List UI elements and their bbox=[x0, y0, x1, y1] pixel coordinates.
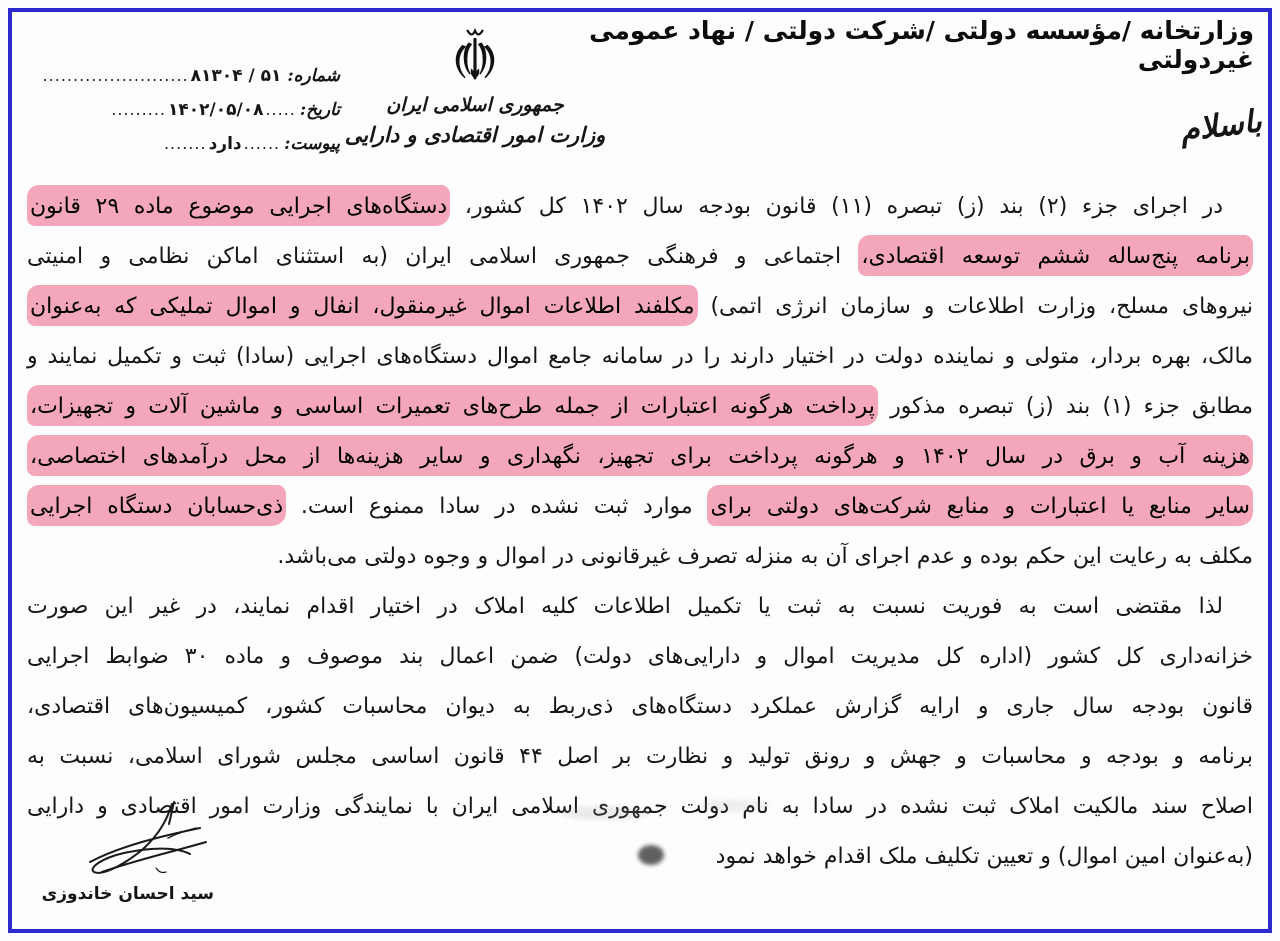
highlighted-text: ذی‌حسابان دستگاه اجرایی bbox=[27, 485, 286, 526]
meta-label: تاریخ: bbox=[299, 100, 340, 120]
body-line bbox=[27, 582, 1253, 632]
highlighted-text: سایر منابع یا اعتبارات و منابع شرکت‌های دولتی برای bbox=[707, 485, 1253, 526]
meta-leader-dots: ....... bbox=[163, 134, 207, 153]
meta-leader-dots: ..... bbox=[265, 100, 296, 119]
letterhead-emblem-block bbox=[330, 26, 620, 152]
country-name: جمهوری اسلامی ایران bbox=[386, 94, 564, 116]
body-text bbox=[27, 182, 1253, 882]
body-text-segment: مکلف به رعایت این حکم بوده و عدم اجرای آن به منزله تصرف غیرقانونی در اموال و وجوه دولتی می‌باشد. bbox=[277, 544, 1253, 569]
body-text-segment: (به‌عنوان امین اموال) و تعیین تکلیف ملک اقدام خواهد نمود bbox=[715, 844, 1253, 869]
ink-smudge bbox=[638, 845, 664, 865]
body-line bbox=[27, 632, 1253, 682]
meta-value: دارد bbox=[208, 134, 242, 154]
body-line bbox=[27, 232, 1253, 282]
stamp-smudge bbox=[560, 806, 650, 820]
body-line bbox=[27, 332, 1253, 382]
salutation-script: باسلام bbox=[1178, 103, 1264, 149]
highlighted-text: مکلفند اطلاعات اموال غیرمنقول، انفال و اموال تملیکی که به‌عنوان bbox=[27, 285, 698, 326]
body-text-segment: اجتماعی و فرهنگی جمهوری اسلامی ایران (به استثنای اماکن نظامی و امنیتی bbox=[27, 244, 859, 269]
highlighted-text: هزینه آب و برق در سال ۱۴۰۲ و هرگونه پرداخت برای تجهیز، نگهداری و سایر هزینه‌ها از محل درآمدهای اختصاصی، bbox=[27, 435, 1253, 476]
body-line bbox=[27, 732, 1253, 782]
stamp-smudge bbox=[700, 800, 770, 812]
iran-emblem-icon bbox=[444, 26, 506, 90]
body-line bbox=[27, 282, 1253, 332]
ministry-name: وزارت امور اقتصادی و دارایی bbox=[344, 122, 606, 147]
meta-label: پیوست: bbox=[284, 134, 340, 154]
body-text-segment: خزانه‌داری کل کشور (اداره کل مدیریت اموال و دارایی‌های دولت) ضمن اعمال بند موصوف و ماده ۳۰ ضوابط اجرایی bbox=[27, 644, 1253, 669]
meta-leader-dots: ......... bbox=[111, 100, 167, 119]
body-text-segment: موارد ثبت نشده در سادا ممنوع است. bbox=[286, 494, 708, 519]
entity-classification-line: وزارتخانه /مؤسسه دولتی /شرکت دولتی / نهاد عمومی غیردولتی bbox=[589, 16, 1254, 74]
signatory-name: سید احسان خاندوزی bbox=[41, 884, 214, 904]
meta-row bbox=[30, 134, 340, 168]
body-text-segment: لذا مقتضی است به فوریت نسبت به ثبت یا تکمیل اطلاعات کلیه املاک در اختیار اقدام نمایند، در غیر این صورت bbox=[27, 594, 1223, 619]
signature-icon bbox=[72, 798, 242, 890]
meta-value: ۱۴۰۲/۰۵/۰۸ bbox=[168, 100, 264, 120]
body-text-segment: اصلاح سند مالکیت املاک ثبت نشده در سادا به نام دولت جمهوری اسلامی ایران با نمایندگی وزارت امور اقتصادی و دارایی bbox=[27, 794, 1253, 819]
body-line bbox=[27, 382, 1253, 432]
body-line bbox=[27, 532, 1253, 582]
body-text-segment: قانون بودجه سال جاری و ارایه گزارش عملکرد دستگاه‌های ذی‌ربط به دیوان محاسبات کشور، کمیسیون‌های اقتصادی، bbox=[27, 694, 1253, 719]
body-line bbox=[27, 682, 1253, 732]
meta-label: شماره: bbox=[287, 66, 340, 86]
meta-leader-dots: ........................ bbox=[42, 66, 189, 85]
body-line bbox=[27, 432, 1253, 482]
body-text-segment: نیروهای مسلح، وزارت اطلاعات و سازمان انرژی اتمی) bbox=[697, 294, 1253, 319]
signature-block bbox=[22, 798, 242, 904]
highlighted-text: پرداخت هرگونه اعتبارات از جمله طرح‌های تعمیرات اساسی و ماشین آلات و تجهیزات، bbox=[27, 385, 878, 426]
meta-row bbox=[30, 66, 340, 100]
highlighted-text: برنامه پنج‌ساله ششم توسعه اقتصادی، bbox=[858, 235, 1253, 276]
body-text-segment: در اجرای جزء (۲) بند (ز) تبصره (۱۱) قانون بودجه سال ۱۴۰۲ کل کشور، bbox=[450, 194, 1224, 219]
body-text-segment: برنامه و بودجه و محاسبات و جهش و رونق تولید و نظارت بر اصل ۴۴ قانون اساسی مجلس شورای اسلامی، نسبت به bbox=[27, 744, 1253, 769]
body-line bbox=[27, 482, 1253, 532]
meta-leader-dots: ...... bbox=[243, 134, 281, 153]
body-line bbox=[27, 182, 1253, 232]
meta-value: ۵۱ / ۸۱۳۰۴ bbox=[190, 66, 282, 86]
highlighted-text: دستگاه‌های اجرایی موضوع ماده ۲۹ قانون bbox=[27, 185, 450, 226]
body-text-segment: مطابق جزء (۱) بند (ز) تبصره مذکور bbox=[877, 394, 1253, 419]
meta-row bbox=[30, 100, 340, 134]
meta-block bbox=[30, 66, 340, 168]
body-text-segment: مالک، بهره بردار، متولی و نماینده دولت در اختیار دارند را در سامانه جامع اموال دستگاه‌های اجرایی (سادا) ثبت و تکمیل نمایند و bbox=[27, 344, 1253, 369]
